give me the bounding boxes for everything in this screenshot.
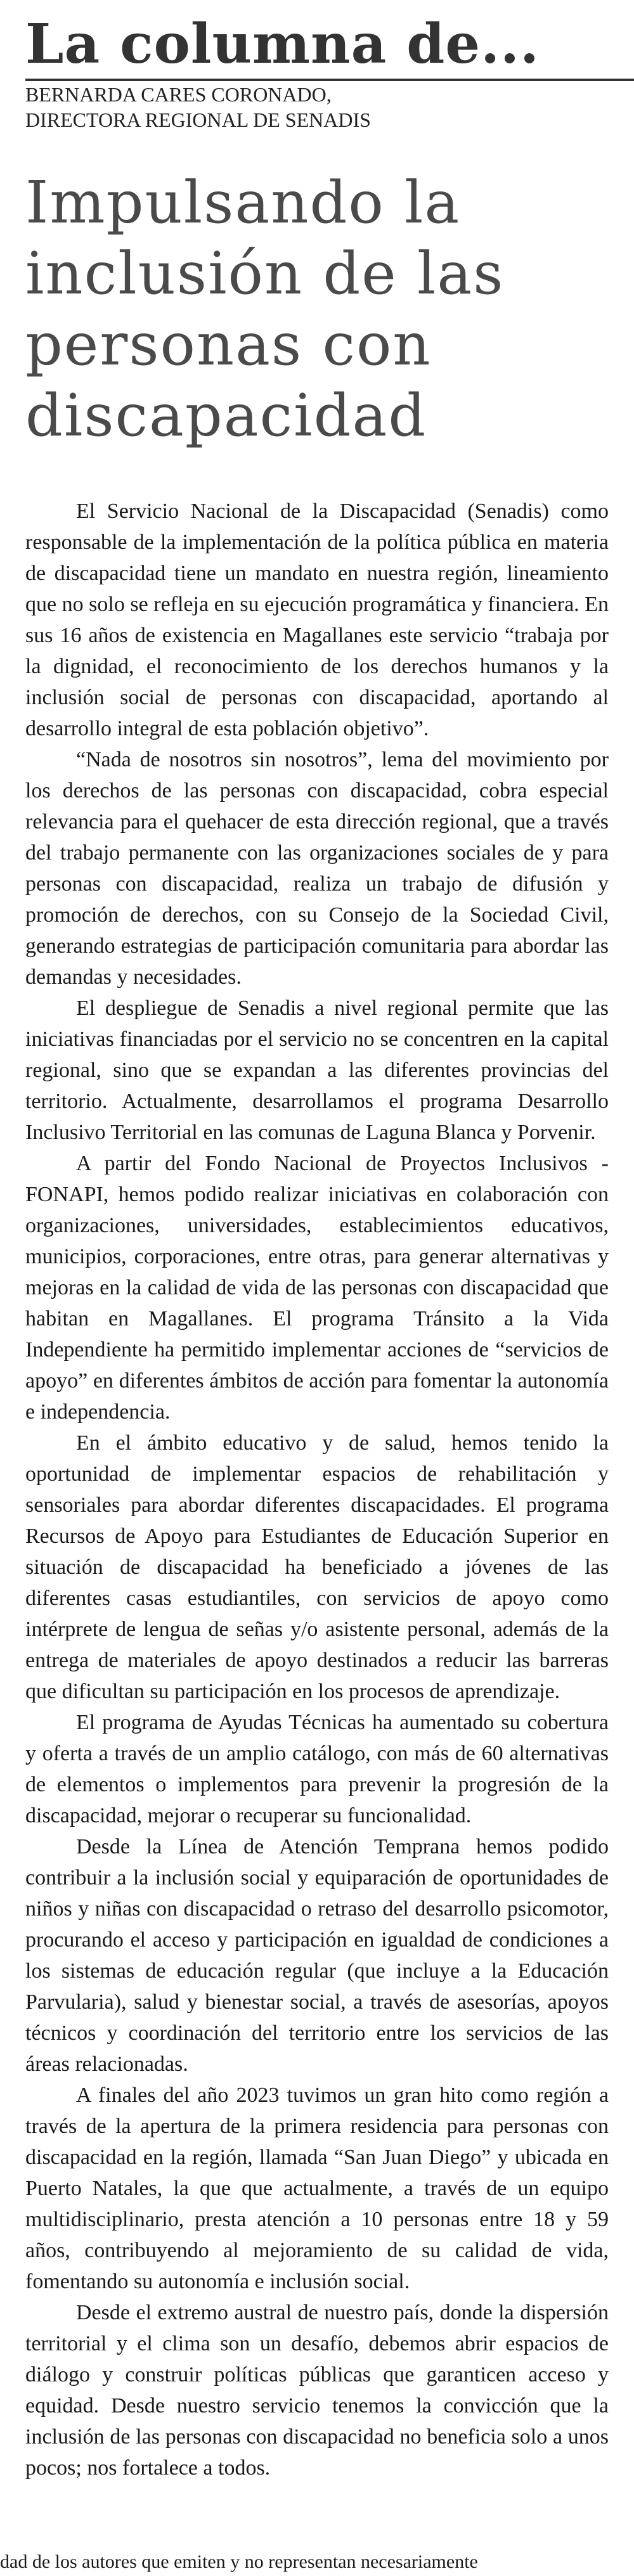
article-paragraph: “Nada de nosotros sin nosotros”, lema del movimiento por los derechos de las personas con discapacidad, cobra especial relevancia para el quehacer de esta dirección regional, que a través del trabajo permanente con las organizaciones sociales de y para personas con discapacidad, realiza un trabajo de difusión y promoción de derechos, con su Consejo de la Sociedad Civil, generando estrategias de participación comunitaria para abordar las demandas y necesidades.	[25, 748, 609, 989]
article-paragraph: El Servicio Nacional de la Discapacidad (Senadis) como responsable de la implementación de la política pública en materia de discapacidad tiene un mandato en nuestra región, lineamiento que no solo se refleja en su ejecución programática y financiera. En sus 16 años de existencia en Magallanes este servicio “trabaja por la dignidad, el reconocimiento de los derechos humanos y la inclusión social de personas con discapacidad, aportando al desarrollo integral de esta población objetivo”.	[25, 499, 609, 740]
article-paragraph: A partir del Fondo Nacional de Proyectos Inclusivos - FONAPI, hemos podido realizar iniciativas en colaboración con organizaciones, universidades, establecimientos educativos, municipios, corporaciones, entre otras, para generar alternativas y mejoras en la calidad de vida de las personas con discapacidad que habitan en Magallanes. El programa Tránsito a la Vida Independiente ha permitido implementar acciones de “servicios de apoyo” en diferentes ámbitos de acción para fomentar la autonomía e independencia.	[25, 1152, 609, 1424]
column-title: La columna de...	[25, 12, 540, 76]
article-paragraph: En el ámbito educativo y de salud, hemos tenido la oportunidad de implementar espacios de rehabilitación y sensoriales para abordar diferentes discapacidades. El programa Recursos de Apoyo para Estudiantes de Educación Superior en situación de discapacidad ha beneficiado a jóvenes de las diferentes casas estudiantiles, con servicios de apoyo como intérprete de lengua de señas y/o asistente personal, además de la entrega de materiales de apoyo destinados a reducir las barreras que dificultan su participación en los procesos de aprendizaje.	[25, 1431, 609, 1703]
article-paragraph: El programa de Ayudas Técnicas ha aumentado su cobertura y oferta a través de un amplio catálogo, con más de 60 alternativas de elementos o implementos para prevenir la progresión de la discapacidad, mejorar o recuperar su funcionalidad.	[25, 1711, 609, 1827]
article-page	[25, 13, 609, 2483]
article-headline: Impulsando la inclusión de las personas con discapacidad	[25, 169, 505, 449]
article-paragraph: Desde la Línea de Atención Temprana hemos podido contribuir a la inclusión social y equiparación de oportunidades de niños y niñas con discapacidad o retraso del desarrollo psicomotor, procurando el acceso y participación en igualdad de condiciones a los sistemas de educación regular (que incluye a la Educación Parvularia), salud y bienestar social, a través de asesorías, apoyos técnicos y coordinación del territorio entre los servicios de las áreas relacionadas.	[25, 1835, 609, 2076]
author-name: BERNARDA CARES CORONADO,	[25, 83, 332, 106]
title-divider	[25, 79, 634, 81]
article-body	[25, 496, 609, 2483]
article-paragraph: A finales del año 2023 tuvimos un gran hito como región a través de la apertura de la primera residencia para personas con discapacidad en la región, llamada “San Juan Diego” y ubicada en Puerto Natales, la que que actualmente, a través de un equipo multidisciplinario, presta atención a 10 personas entre 18 y 59 años, contribuyendo al mejoramiento de su calidad de vida, fomentando su autonomía e inclusión social.	[25, 2083, 609, 2293]
author-role: DIRECTORA REGIONAL DE SENADIS	[25, 108, 371, 131]
footer-disclaimer: dad de los autores que emiten y no representan necesariamente	[0, 2551, 478, 2572]
article-paragraph: El despliegue de Senadis a nivel regional permite que las iniciativas financiadas por el servicio no se concentren en la capital regional, sino que se expandan a las diferentes provincias del territorio. Actualmente, desarrollamos el programa Desarrollo Inclusivo Territorial en las comunas de Laguna Blanca y Porvenir.	[25, 996, 609, 1144]
article-paragraph: Desde el extremo austral de nuestro país, donde la dispersión territorial y el clima son un desafío, debemos abrir espacios de diálogo y construir políticas públicas que garanticen acceso y equidad. Desde nuestro servicio tenemos la convicción que la inclusión de las personas con discapacidad no beneficia solo a unos pocos; nos fortalece a todos.	[25, 2301, 609, 2480]
